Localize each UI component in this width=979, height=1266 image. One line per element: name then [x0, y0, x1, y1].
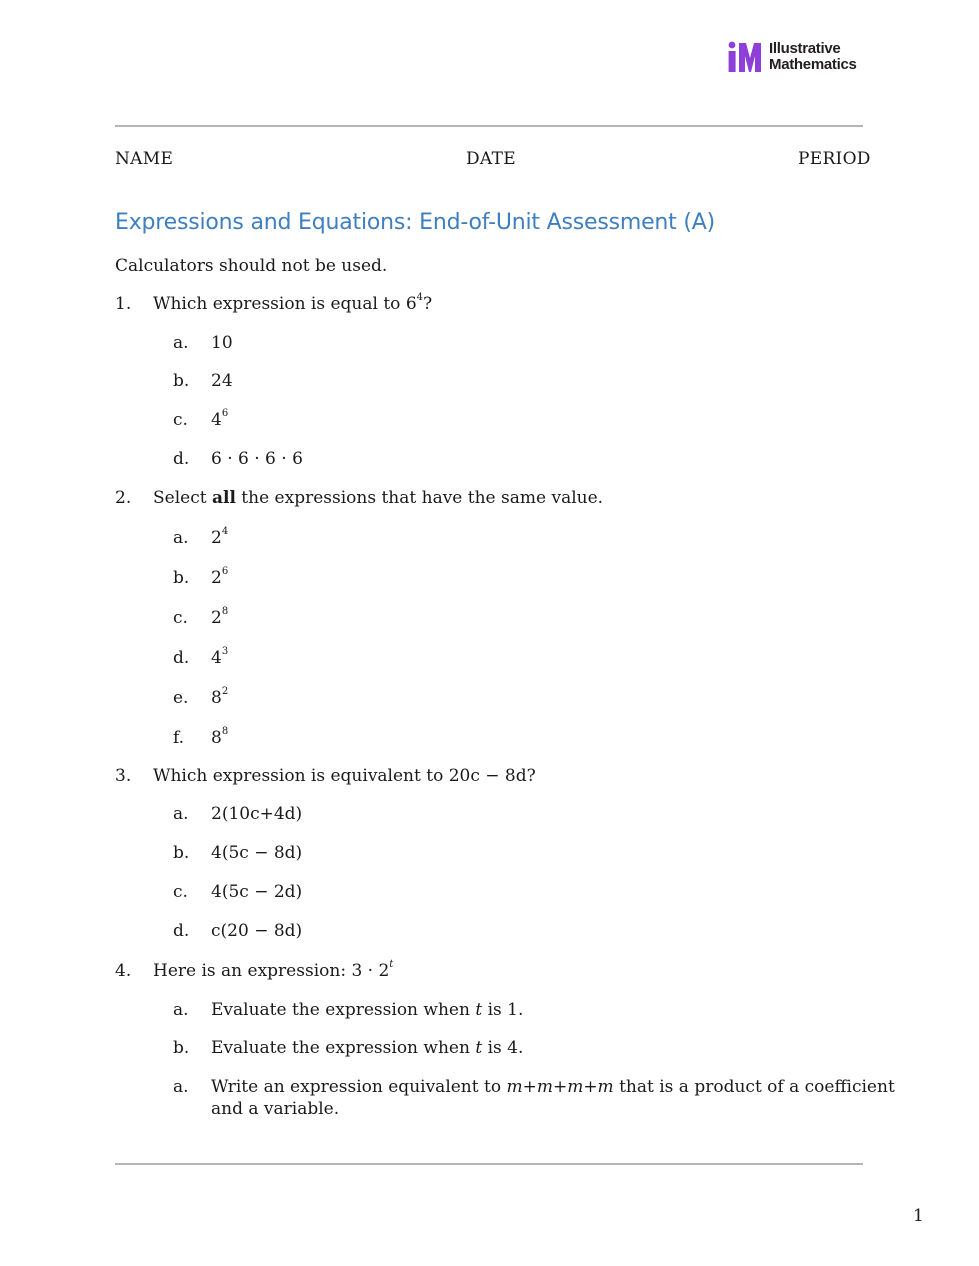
- top-divider: [115, 125, 863, 127]
- date-label: DATE: [466, 149, 516, 169]
- q2-option-d-label: d.: [173, 648, 190, 668]
- q1-option-c-label: c.: [173, 410, 188, 430]
- q2-option-e-value: $8^2$: [211, 686, 229, 708]
- q4-text: Here is an expression: $3 \cdot 2^t$: [153, 959, 394, 981]
- logo-line-2: Mathematics: [769, 56, 857, 73]
- q4-part-b-label: b.: [173, 1038, 190, 1058]
- q3-option-a-value: 2(10c+4d): [211, 804, 303, 824]
- logo-wordmark: [769, 41, 857, 73]
- q4-part-a-text: Evaluate the expression when t is 1.: [211, 1000, 524, 1020]
- q1-option-a-label: a.: [173, 333, 189, 353]
- q3-option-b-label: b.: [173, 843, 190, 863]
- q4-part-b-text: Evaluate the expression when t is 4.: [211, 1038, 524, 1058]
- q2-option-e-label: e.: [173, 688, 189, 708]
- q2-option-a-value: $2^4$: [211, 526, 229, 548]
- q3-option-d-value: c(20 − 8d): [211, 921, 303, 941]
- q2-option-f-label: f.: [173, 728, 185, 748]
- page-number: 1: [913, 1206, 924, 1226]
- q3-text: Which expression is equivalent to 20c − 8d?: [153, 766, 536, 786]
- page-title: Expressions and Equations: End-of-Unit Assessment (A): [115, 210, 716, 235]
- q1-option-d-value: 6 · 6 · 6 · 6: [211, 449, 303, 469]
- q2-text: Select all the expressions that have the same value.: [153, 488, 604, 508]
- q2-option-d-value: $4^3$: [211, 646, 229, 668]
- logo-line-1: Illustrative: [769, 40, 841, 57]
- period-label: PERIOD: [798, 149, 871, 169]
- q1-text: Which expression is equal to $6^4$?: [153, 292, 433, 314]
- instructions: Calculators should not be used.: [115, 256, 388, 276]
- q4-part-a-label: a.: [173, 1000, 189, 1020]
- q1-option-c-value: $4^6$: [211, 408, 229, 430]
- q3-option-b-value: 4(5c − 8d): [211, 843, 303, 863]
- q1-option-b-value: 24: [211, 371, 233, 391]
- q3-option-c-label: c.: [173, 882, 188, 902]
- bottom-divider: [115, 1163, 863, 1165]
- q4-part-c-text-line2: and a variable.: [211, 1099, 340, 1119]
- q1-option-a-value: 10: [211, 333, 233, 353]
- q3-option-a-label: a.: [173, 804, 189, 824]
- q3-number: 3.: [115, 766, 132, 786]
- q3-option-d-label: d.: [173, 921, 190, 941]
- q2-option-f-value: $8^8$: [211, 726, 229, 748]
- q4-part-c-text: Write an expression equivalent to m+m+m+m that is a product of a coefficient: [211, 1077, 895, 1097]
- name-label: NAME: [115, 149, 174, 169]
- illustrative-mathematics-logo: [727, 41, 867, 75]
- im-logo-mark-icon: [727, 41, 765, 73]
- q2-number: 2.: [115, 488, 132, 508]
- q3-option-c-value: 4(5c − 2d): [211, 882, 303, 902]
- q1-number: 1.: [115, 294, 132, 314]
- q2-option-c-value: $2^8$: [211, 606, 229, 628]
- q4-number: 4.: [115, 961, 132, 981]
- q2-option-c-label: c.: [173, 608, 188, 628]
- q1-option-d-label: d.: [173, 449, 190, 469]
- q1-option-b-label: b.: [173, 371, 190, 391]
- q2-option-b-label: b.: [173, 568, 190, 588]
- q2-option-a-label: a.: [173, 528, 189, 548]
- q4-part-c-label: a.: [173, 1077, 189, 1097]
- q2-option-b-value: $2^6$: [211, 566, 229, 588]
